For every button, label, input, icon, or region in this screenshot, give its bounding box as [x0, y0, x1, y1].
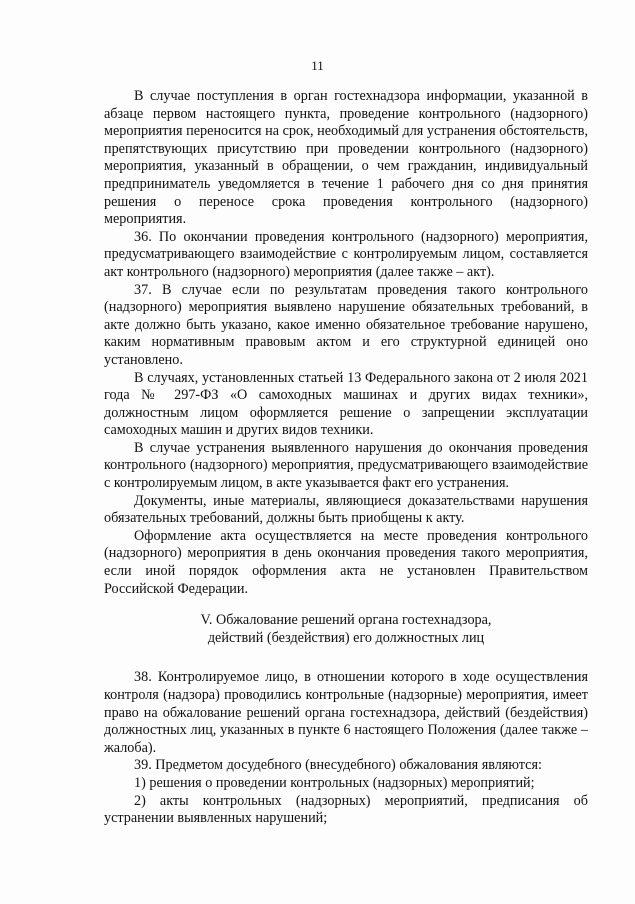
- list-item: 2) акты контрольных (надзорных) мероприятий, предписания об устранении выявленных нарушений;: [104, 792, 588, 827]
- section-heading-line: действий (бездействия) его должностных лиц: [207, 629, 485, 646]
- paragraph: В случае поступления в орган гостехнадзора информации, указанной в абзаце первом настоящего пункта, проведение контрольного (надзорного) мероприятия переносится на срок, необходимый для устранения обстоятельств, препятствующих присутствию при проведении контрольного (надзорного) мероприятия, указанный в обращении, о чем гражданин, индивидуальный предприниматель уведомляется в течение 1 рабочего дня со дня принятия решения о переносе срока проведения контрольного (надзорного) мероприятия.: [104, 88, 588, 228]
- paragraph-36: 36. По окончании проведения контрольного (надзорного) мероприятия, предусматривающего взаимодействие с контролируемым лицом, составляется акт контрольного (надзорного) мероприятия (далее также – акт).: [104, 228, 588, 280]
- paragraph-39: 39. Предметом досудебного (внесудебного) обжалования являются:: [134, 757, 542, 774]
- paragraph: В случаях, установленных статьей 13 Федерального закона от 2 июля 2021 года № 297-ФЗ «О самоходных машинах и других видах техники», должностным лицом оформляется решение о запрещении эксплуатации самоходных машин и других видов техники.: [104, 369, 588, 439]
- list-item: 1) решения о проведении контрольных (надзорных) мероприятий;: [134, 774, 535, 791]
- paragraph: Оформление акта осуществляется на месте проведения контрольного (надзорного) мероприятия в день окончания проведения такого мероприятия, если иной порядок оформления акта не установлен Правительством Российской Федерации.: [104, 527, 588, 597]
- section-heading: [104, 612, 588, 647]
- paragraph: Документы, иные материалы, являющиеся доказательствами нарушения обязательных требований, должны быть приобщены к акту.: [104, 492, 588, 527]
- paragraph-37: 37. В случае если по результатам проведения такого контрольного (надзорного) мероприятия выявлено нарушение обязательных требований, в акте должно быть указано, какое именно обязательное требование нарушено, каким нормативным правовым актом и его структурной единицей оно установлено.: [104, 281, 588, 368]
- section-heading-line: V. Обжалование решений органа гостехнадзора,: [200, 612, 492, 629]
- page-number: 11: [311, 58, 324, 73]
- document-body: [104, 88, 588, 828]
- paragraph-38: 38. Контролируемое лицо, в отношении которого в ходе осуществления контроля (надзора) проводились контрольные (надзорные) мероприятия, имеет право на обжалование решений органа гостехнадзора, действий (бездействия) должностных лиц, указанных в пункте 6 настоящего Положения (далее также – жалоба).: [104, 669, 588, 756]
- paragraph: В случае устранения выявленного нарушения до окончания проведения контрольного (надзорного) мероприятия, предусматривающего взаимодействие с контролируемым лицом, в акте указывается факт его устранения.: [104, 439, 588, 492]
